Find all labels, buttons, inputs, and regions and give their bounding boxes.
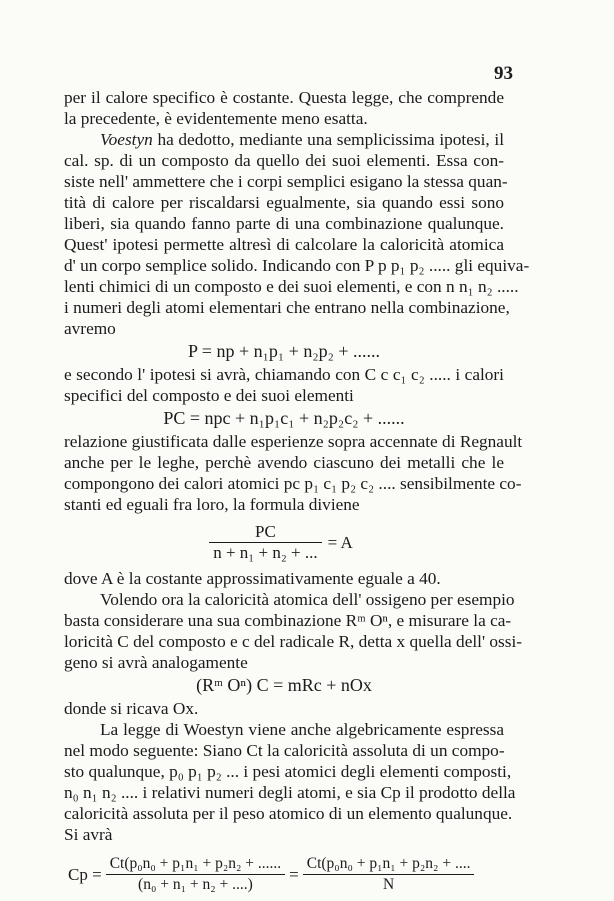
text-line: avremo (64, 319, 116, 338)
text-line: Quest' ipotesi permette altresì di calcolare la caloricità atomica (64, 235, 504, 254)
equation-rhs: = A (327, 532, 353, 552)
text-line: geno si avrà analogamente (64, 653, 248, 672)
text-line: La legge di Woestyn viene anche algebricamente espressa (100, 720, 504, 739)
text-line: compongono dei calori atomici pc p₁ c₁ p₂ c₂ .... sensibilmente co- (64, 474, 522, 493)
fraction-denominator: (n₀ + n₁ + n₂ + ....) (138, 875, 253, 893)
text-line: caloricità assoluta per il peso atomico di un elemento qualunque. (64, 804, 513, 823)
text-line: donde si ricava Ox. (64, 699, 199, 718)
text-line: Volendo ora la caloricità atomica dell' ossigeno per esempio (100, 590, 515, 609)
equation-oxygen: (Rᵐ Oⁿ) C = mRc + nOx (196, 675, 372, 695)
text-line: nel modo seguente: Siano Ct la caloricità assoluta di un compo- (64, 741, 505, 760)
fraction-numerator: Ct(p₀n₀ + p₁n₁ + p₂n₂ + ...... (106, 854, 285, 875)
text-line: specifici del composto e dei suoi elementi (64, 386, 354, 405)
equals-sign: = (289, 864, 299, 884)
text-line: la precedente, è evidentemente meno esatta. (64, 109, 368, 128)
text-line: e secondo l' ipotesi si avrà, chiamando con C c c₁ c₂ ..... i calori (64, 365, 504, 384)
text-line: d' un corpo semplice solido. Indicando con P p p₁ p₂ ..... gli equiva- (64, 256, 530, 275)
fraction (303, 854, 475, 895)
text-line: lenti chimici di un composto e dei suoi elementi, e con n n₁ n₂ ..... (64, 277, 519, 296)
text-line: Si avrà (64, 825, 113, 844)
equation-p: P = np + n₁p₁ + n₂p₂ + ...... (187, 341, 381, 361)
text-line: n₀ n₁ n₂ .... i relativi numeri degli atomi, e sia Cp il prodotto della (64, 783, 516, 802)
fraction (209, 522, 321, 563)
fraction-numerator: Ct(p₀n₀ + p₁n₁ + p₂n₂ + .... (303, 854, 475, 875)
equation-lhs: Cp = (68, 864, 102, 884)
body-text (64, 87, 530, 901)
equation-cp (64, 847, 504, 901)
text-line: sto qualunque, p₀ p₁ p₂ ... i pesi atomici degli elementi composti, (64, 762, 512, 781)
fraction-denominator: n + n₁ + n₂ + ... (213, 542, 318, 562)
text-line: dove A è la costante approssimativamente eguale a 40. (64, 569, 441, 588)
fraction-denominator: N (383, 875, 395, 893)
text-line: basta considerare una sua combinazione Rᵐ Oⁿ, e misurare la ca- (64, 611, 512, 630)
text-line: anche per le leghe, perchè avendo ciascuno dei metalli che le (64, 453, 504, 472)
author-name: Voestyn (100, 130, 153, 149)
text-line: i numeri degli atomi elementari che entrano nella combinazione, (64, 298, 510, 317)
text-line: cal. sp. di un composto da quello dei suoi elementi. Essa con- (64, 151, 504, 170)
equation-pc: PC = npc + n₁p₁c₁ + n₂p₂c₂ + ...... (163, 408, 405, 428)
text-line: per il calore specifico è costante. Questa legge, che comprende (64, 88, 504, 107)
text-line: tità di calore per riscaldarsi egualmente, sia quando essi sono (64, 193, 504, 212)
text-line: relazione giustificata dalle esperienze sopra accennate di Regnault (64, 432, 523, 451)
equation-fraction-a (64, 519, 504, 565)
fraction (106, 854, 285, 895)
text-line: stanti ed eguali fra loro, la formula diviene (64, 495, 360, 514)
text-line: loricità C del composto e c del radicale R, detta x quella dell' ossi- (64, 632, 523, 651)
text-line: liberi, sia quando fanno parte di una combinazione qualunque. (64, 214, 504, 233)
fraction-numerator: PC (209, 522, 321, 543)
page-number: 93 (494, 63, 513, 84)
text-line: Voestyn ha dedotto, mediante una semplicissima ipotesi, il (100, 130, 504, 149)
text-line: siste nell' ammettere che i corpi semplici esigano la stessa quan- (64, 172, 508, 191)
